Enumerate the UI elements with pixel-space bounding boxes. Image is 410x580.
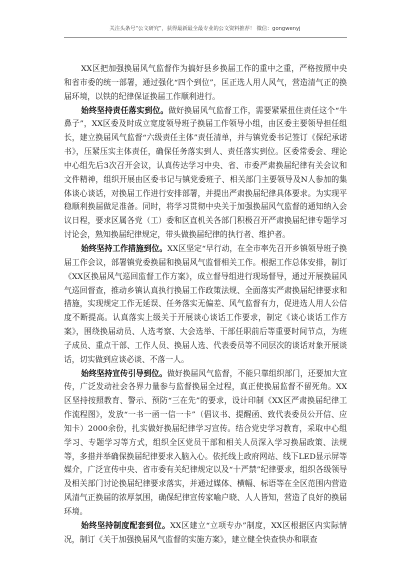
document-body xyxy=(64,62,347,547)
paragraph-text: XX区建立“立项专办”制度，XX区根据区内实际情况，制订《关于加强换届风气监督的实施方案》，建立健全快查快办和联查 xyxy=(64,520,347,544)
paragraph-heading: 始终坚持宣传引导到位。 xyxy=(81,368,168,378)
paragraph-text: XX区把加强换届风气监督作为搞好县乡换届工作的重中之重，严格按照中央和省市委的统一部署，通过强化“四个到位”，匡正选人用人风气，营造清气正的换届环境，以铁的纪律保证换届工作顺利进行。 xyxy=(64,64,347,101)
paragraph-measures xyxy=(64,242,347,367)
paragraph-intro xyxy=(64,62,347,104)
page-header: 关注头条号“公文研究”，获得最新最全最专业的公文资料推荐！ 微信：gongwenyj xyxy=(109,26,301,32)
paragraph-heading: 始终坚持责任落实到位。 xyxy=(81,105,169,115)
paragraph-responsibility xyxy=(64,104,347,242)
paragraph-text: 做好换届风气监督，不能只靠组织部门，还要加大宣传，广泛发动社会各界力量参与监督换届全过程，真正使换届监督不留死角。XX区坚持按照教育、警示、预防“三在先”的要求，设计印制《XX区严肃换届纪律工作流程图》，发放“一书一函一信一卡”（倡议书、提醒函、致代表委员公开信、应知卡）2000余份，扎实做好换届纪律学习宣传。结合党史学习教育，采取中心组学习、专题学习等方式，组织全区党员干部和相关人员深入学习换届政策、法规等，多措并举确保换届纪律要求入脑入心。依托线上政府网站、线下LED显示屏等媒介，广泛宣传中央、省市委有关纪律规定以及“十严禁”纪律要求，组织各级领导及相关部门讨论换届纪律要求落实，并通过媒体、横幅、标语等在全区范围内营造风清气正换届的浓厚氛围，确保纪律宣传家喻户晓、人人皆知，营造了良好的换届环境。 xyxy=(64,368,348,516)
paragraph-system xyxy=(64,519,347,547)
paragraph-text: XX区坚定“早行动，在全市率先召开乡镇领导班子换届工作会议，部署镇党委换届和换届风气监督相关工作。根据工作总体安排，制订《XX区换届风气巡回监督工作方案》，成立督导组进行现场督导，通过开展换届风气巡回督查，推动乡镇认真执行换届工作政策法规、全面落实严肃换届纪律要求和措施，实现规定工作无延误、任务落实无偏差、风气监督有力，促进选人用人公信度不断提高。认真落实上级关于开展谈心谈话工作要求，制定《谈心谈话工作方案》，围绕换届动员、人选考察、大会选举、干部任职前后等重要时间节点，为班子成员、重点干部、工作人员、换届人选、代表委员等不同层次的谈话对象开展谈话，切实做到应谈必谈、不落一人。 xyxy=(64,243,347,364)
paragraph-text: 做好换届风气监督工作，需要紧紧扭住责任这个“牛鼻子”，XX区委及时成立宽度领导班子换届工作领导小组，由区委主要领导担任组长，建立换届风气监督“六级责任主体”责任清单，并与镇党委书记签订《保纪承诺书》，压紧压实主体责任，确保任务落实到人、责任落实到位。区委常委会、理论中心组先后3次召开会议，认真传达学习中央、省、市委严肃换届纪律有关会议和文件精神，组织开展由区委书记与镇党委班子、相关部门主要领导及N人参加的集体谈心谈话，对换届工作进行安排部署，并提出严肃换届纪律具体要求。为实现平稳顺利换届做足准备。同时，将学习贯彻中央关于加强换届风气监督的通知纳入会议日程，要求区属各党（工）委和区直机关各部门积极召开严肃换届纪律专题学习讨论会，熟知换届纪律规定，带头做换届纪律的执行者、维护者。 xyxy=(64,105,348,240)
paragraph-heading: 始终坚持制度配套到位。 xyxy=(81,520,171,530)
header-divider xyxy=(64,37,347,38)
paragraph-heading: 始终坚持工作措施到位。 xyxy=(81,243,168,253)
paragraph-publicity xyxy=(64,367,347,519)
